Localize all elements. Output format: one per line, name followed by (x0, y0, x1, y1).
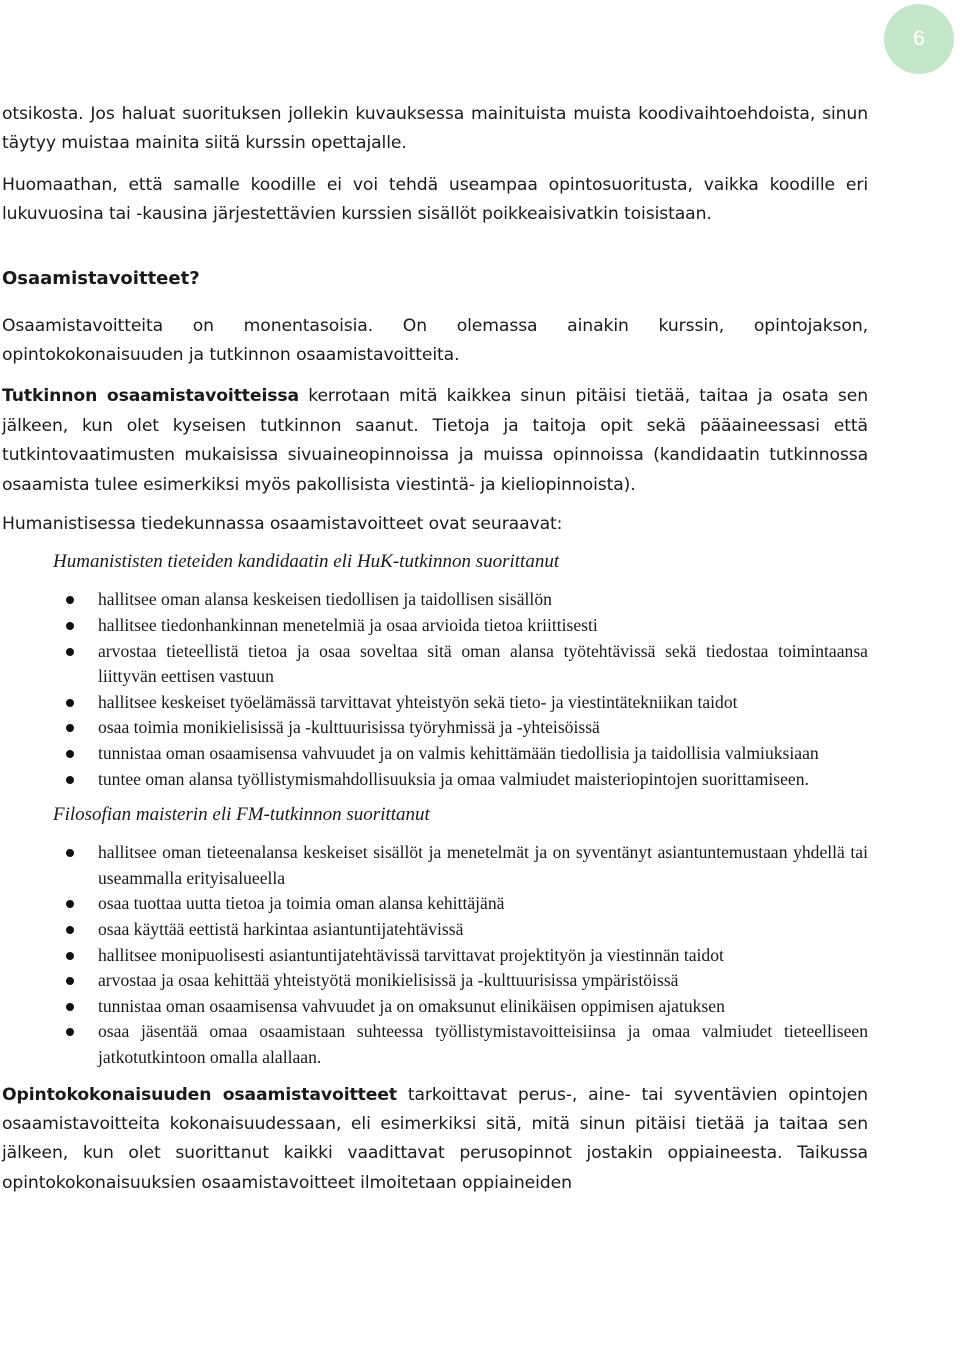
fm-goal-item (2, 917, 868, 943)
goal-text: tunnistaa oman osaamisensa vahvuudet ja on omaksunut elinikäisen oppimisen ajatuksen (98, 995, 725, 1016)
bullet-icon (66, 900, 74, 908)
bullet-icon (66, 977, 74, 985)
paragraph-faculty-goals: Humanistisessa tiedekunnassa osaamistavoitteet ovat seuraavat: (2, 514, 563, 535)
bullet-icon (66, 699, 74, 707)
section-heading: Osaamistavoitteet? (2, 267, 200, 289)
goal-text: hallitsee keskeiset työelämässä tarvittavat yhteistyön sekä tieto- ja viestintätekniikan taidot (98, 691, 738, 712)
goal-text: osaa käyttää eettistä harkintaa asiantuntijatehtävissä (98, 919, 464, 939)
bullet-icon (66, 596, 74, 604)
huk-goal-item (2, 639, 868, 690)
goal-text: hallitsee oman tieteenalansa keskeiset sisällöt ja menetelmät ja on syventänyt asiantuntemustaan yhdellä tai useammalla erityisalueella (98, 842, 868, 888)
huk-goals-list (2, 587, 868, 792)
goal-text: osaa toimia monikielisissä ja -kulttuurisissa työryhmissä ja -yhteisöissä (98, 717, 600, 738)
goal-text: osaa jäsentää omaa osaamistaan suhteessa työllistymistavoitteisiinsa ja omaa valmiudet tieteelliseen jatkotutkintoon omalla alallaan. (98, 1021, 868, 1067)
fm-goal-item (2, 840, 868, 891)
bullet-icon (66, 648, 74, 656)
page-content (2, 100, 868, 1198)
bullet-icon (66, 724, 74, 732)
degree-goals-text: kerrotaan mitä kaikkea sinun pitäisi tietää, taitaa ja osata sen jälkeen, kun olet kyseisen tutkinnon saanut. Tietoja ja taitoja opit sekä pääaineessasi että tutkintovaatimusten mukaisissa sivuaineopinnoissa ja muissa opinnoissa (kandidaatin tutkinnossa osaamista tulee esimerkiksi myös pakollisista viestintä- ja kieliopinnoista). (2, 386, 869, 495)
goal-text: tuntee oman alansa työllistymismahdollisuuksia ja omaa valmiudet maisteriopintojen suorittamiseen. (98, 768, 809, 789)
huk-goal-item (2, 715, 868, 741)
bullet-icon (66, 926, 74, 934)
bullet-icon (66, 1003, 74, 1011)
goal-text: hallitsee oman alansa keskeisen tiedollisen ja taidollisen sisällön (98, 589, 552, 610)
fm-goal-item (2, 1019, 868, 1070)
bullet-icon (66, 1028, 74, 1036)
paragraph-levels: Osaamistavoitteita on monentasoisia. On olemassa ainakin kurssin, opintojakson, opintokokonaisuuden ja tutkinnon osaamistavoitteita. (2, 315, 868, 366)
page-number-badge: 6 (884, 4, 954, 74)
goal-text: osaa tuottaa uutta tietoa ja toimia oman alansa kehittäjänä (98, 893, 505, 914)
degree-goals-term: Tutkinnon osaamistavoitteissa (2, 386, 300, 407)
paragraph-intro-continuation: otsikosta. Jos haluat suorituksen jollekin kuvauksessa mainituista muista koodivaihtoehdoista, sinun täytyy muistaa mainita siitä kurssin opettajalle. (2, 104, 868, 154)
paragraph-degree-goals (2, 382, 868, 500)
fm-subheading: Filosofian maisterin eli FM-tutkinnon suorittanut (53, 804, 430, 826)
goal-text: arvostaa tieteellistä tietoa ja osaa soveltaa sitä oman alansa työtehtävissä sekä tiedostaa toimintaansa liittyvän eettisen vastuun (98, 640, 868, 687)
fm-goal-item (2, 891, 868, 917)
goal-text: arvostaa ja osaa kehittää yhteistyötä monikielisissä ja -kulttuurisissa ympäristöissä (98, 970, 679, 991)
paragraph-study-module-goals (2, 1081, 868, 1199)
goal-text: hallitsee tiedonhankinnan menetelmiä ja osaa arvioida tietoa kriittisesti (98, 615, 598, 636)
bullet-icon (66, 622, 74, 630)
study-module-term: Opintokokonaisuuden osaamistavoitteet (2, 1084, 397, 1105)
fm-goal-item (2, 968, 868, 994)
study-module-text: tarkoittavat perus-, aine- tai syventävien opintojen osaamistavoitteita kokonaisuudessaan, eli esimerkiksi sitä, mitä sinun pitäisi tietää ja taitaa sen jälkeen, kun olet suorittanut kaikki vaadittavat perusopinnot jostakin oppiaineesta. Taikussa opintokokonaisuuksien osaamistavoitteet ilmoitetaan oppiaineiden (2, 1084, 868, 1193)
bullet-icon (66, 776, 74, 784)
huk-goal-item (2, 741, 868, 767)
huk-goal-item (2, 613, 868, 639)
bullet-icon (66, 849, 74, 857)
goal-text: hallitsee monipuolisesti asiantuntijatehtävissä tarvittavat projektityön ja viestinnän taidot (98, 944, 724, 965)
huk-goal-item (2, 587, 868, 613)
bullet-icon (66, 952, 74, 960)
paragraph-note: Huomaathan, että samalle koodille ei voi tehdä useampaa opintosuoritusta, vaikka koodille eri lukuvuosina tai -kausina järjestettävien kurssien sisällöt poikkeaisivatkin toisistaan. (2, 174, 868, 225)
bullet-icon (66, 750, 74, 758)
fm-goals-list (2, 840, 868, 1070)
fm-goal-item (2, 943, 868, 969)
huk-subheading: Humanististen tieteiden kandidaatin eli HuK-tutkinnon suorittanut (53, 551, 560, 573)
goal-text: tunnistaa oman osaamisensa vahvuudet ja on valmis kehittämään tiedollisia ja taidollisia valmiuksiaan (98, 743, 819, 764)
huk-goal-item (2, 767, 868, 793)
fm-goal-item (2, 994, 868, 1020)
huk-goal-item (2, 690, 868, 716)
